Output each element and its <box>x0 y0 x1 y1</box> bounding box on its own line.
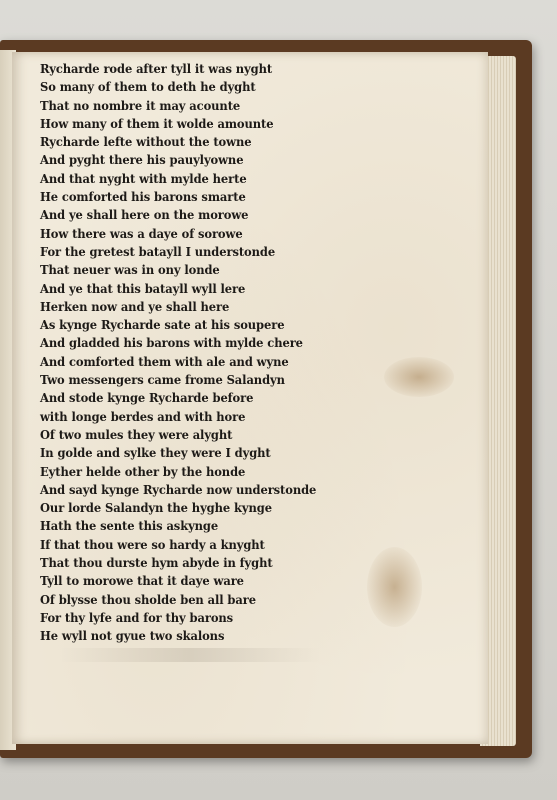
verse-line: Our lorde Salandyn the hyghe kynge <box>40 500 272 516</box>
verse-line: And comforted them with ale and wyne <box>40 353 289 369</box>
verse-line: Rycharde rode after tyll it was nyght <box>40 61 273 76</box>
verse-line: Herken now and ye shall here <box>40 298 230 314</box>
foxing-stain <box>384 357 454 397</box>
verse-line: That thou durste hym abyde in fyght <box>40 555 273 571</box>
verse-line: And sayd kynge Rycharde now understonde <box>40 481 317 497</box>
foxing-stain <box>367 547 422 627</box>
verse-line: As kynge Rycharde sate at his soupere <box>40 317 285 333</box>
verse-line: He comforted his barons smarte <box>40 189 246 205</box>
verse-line: Tyll to morowe that it daye ware <box>40 573 244 589</box>
verse-line: Of blysse thou sholde ben all bare <box>40 591 256 607</box>
verse-line: So many of them to deth he dyght <box>40 79 256 95</box>
verse-line: with longe berdes and with hore <box>40 408 246 424</box>
verse-line: He wyll not gyue two skalons <box>40 628 225 644</box>
verse-line: Hath the sente this askynge <box>40 518 219 534</box>
verse-line: That no nombre it may acounte <box>40 97 241 113</box>
verse-line: Rycharde lefte without the towne <box>40 134 252 150</box>
verse-line: And that nyght with mylde herte <box>40 170 247 186</box>
verse-line: And pyght there his pauylyowne <box>40 152 244 168</box>
verse-line: Two messengers came frome Salandyn <box>40 372 285 388</box>
verse-line: And stode kynge Rycharde before <box>40 390 254 406</box>
verse-line: And ye shall here on the morowe <box>40 207 249 223</box>
verse-line: That neuer was in ony londe <box>40 262 220 278</box>
verse-line: In golde and sylke they were I dyght <box>40 445 271 461</box>
faded-catchword <box>60 648 320 662</box>
verse-text <box>40 60 360 646</box>
verse-line: How there was a daye of sorowe <box>40 225 243 241</box>
verse-line: Eyther helde other by the honde <box>40 463 246 479</box>
verse-line: For the gretest batayll I understonde <box>40 243 276 259</box>
verse-line: For thy lyfe and for thy barons <box>40 609 234 625</box>
verse-line: Of two mules they were alyght <box>40 426 233 442</box>
verse-line: And ye that this batayll wyll lere <box>40 280 246 296</box>
verse-line: How many of them it wolde amounte <box>40 115 274 131</box>
verse-line: And gladded his barons with mylde chere <box>40 335 303 351</box>
verse-line: If that thou were so hardy a knyght <box>40 536 265 552</box>
